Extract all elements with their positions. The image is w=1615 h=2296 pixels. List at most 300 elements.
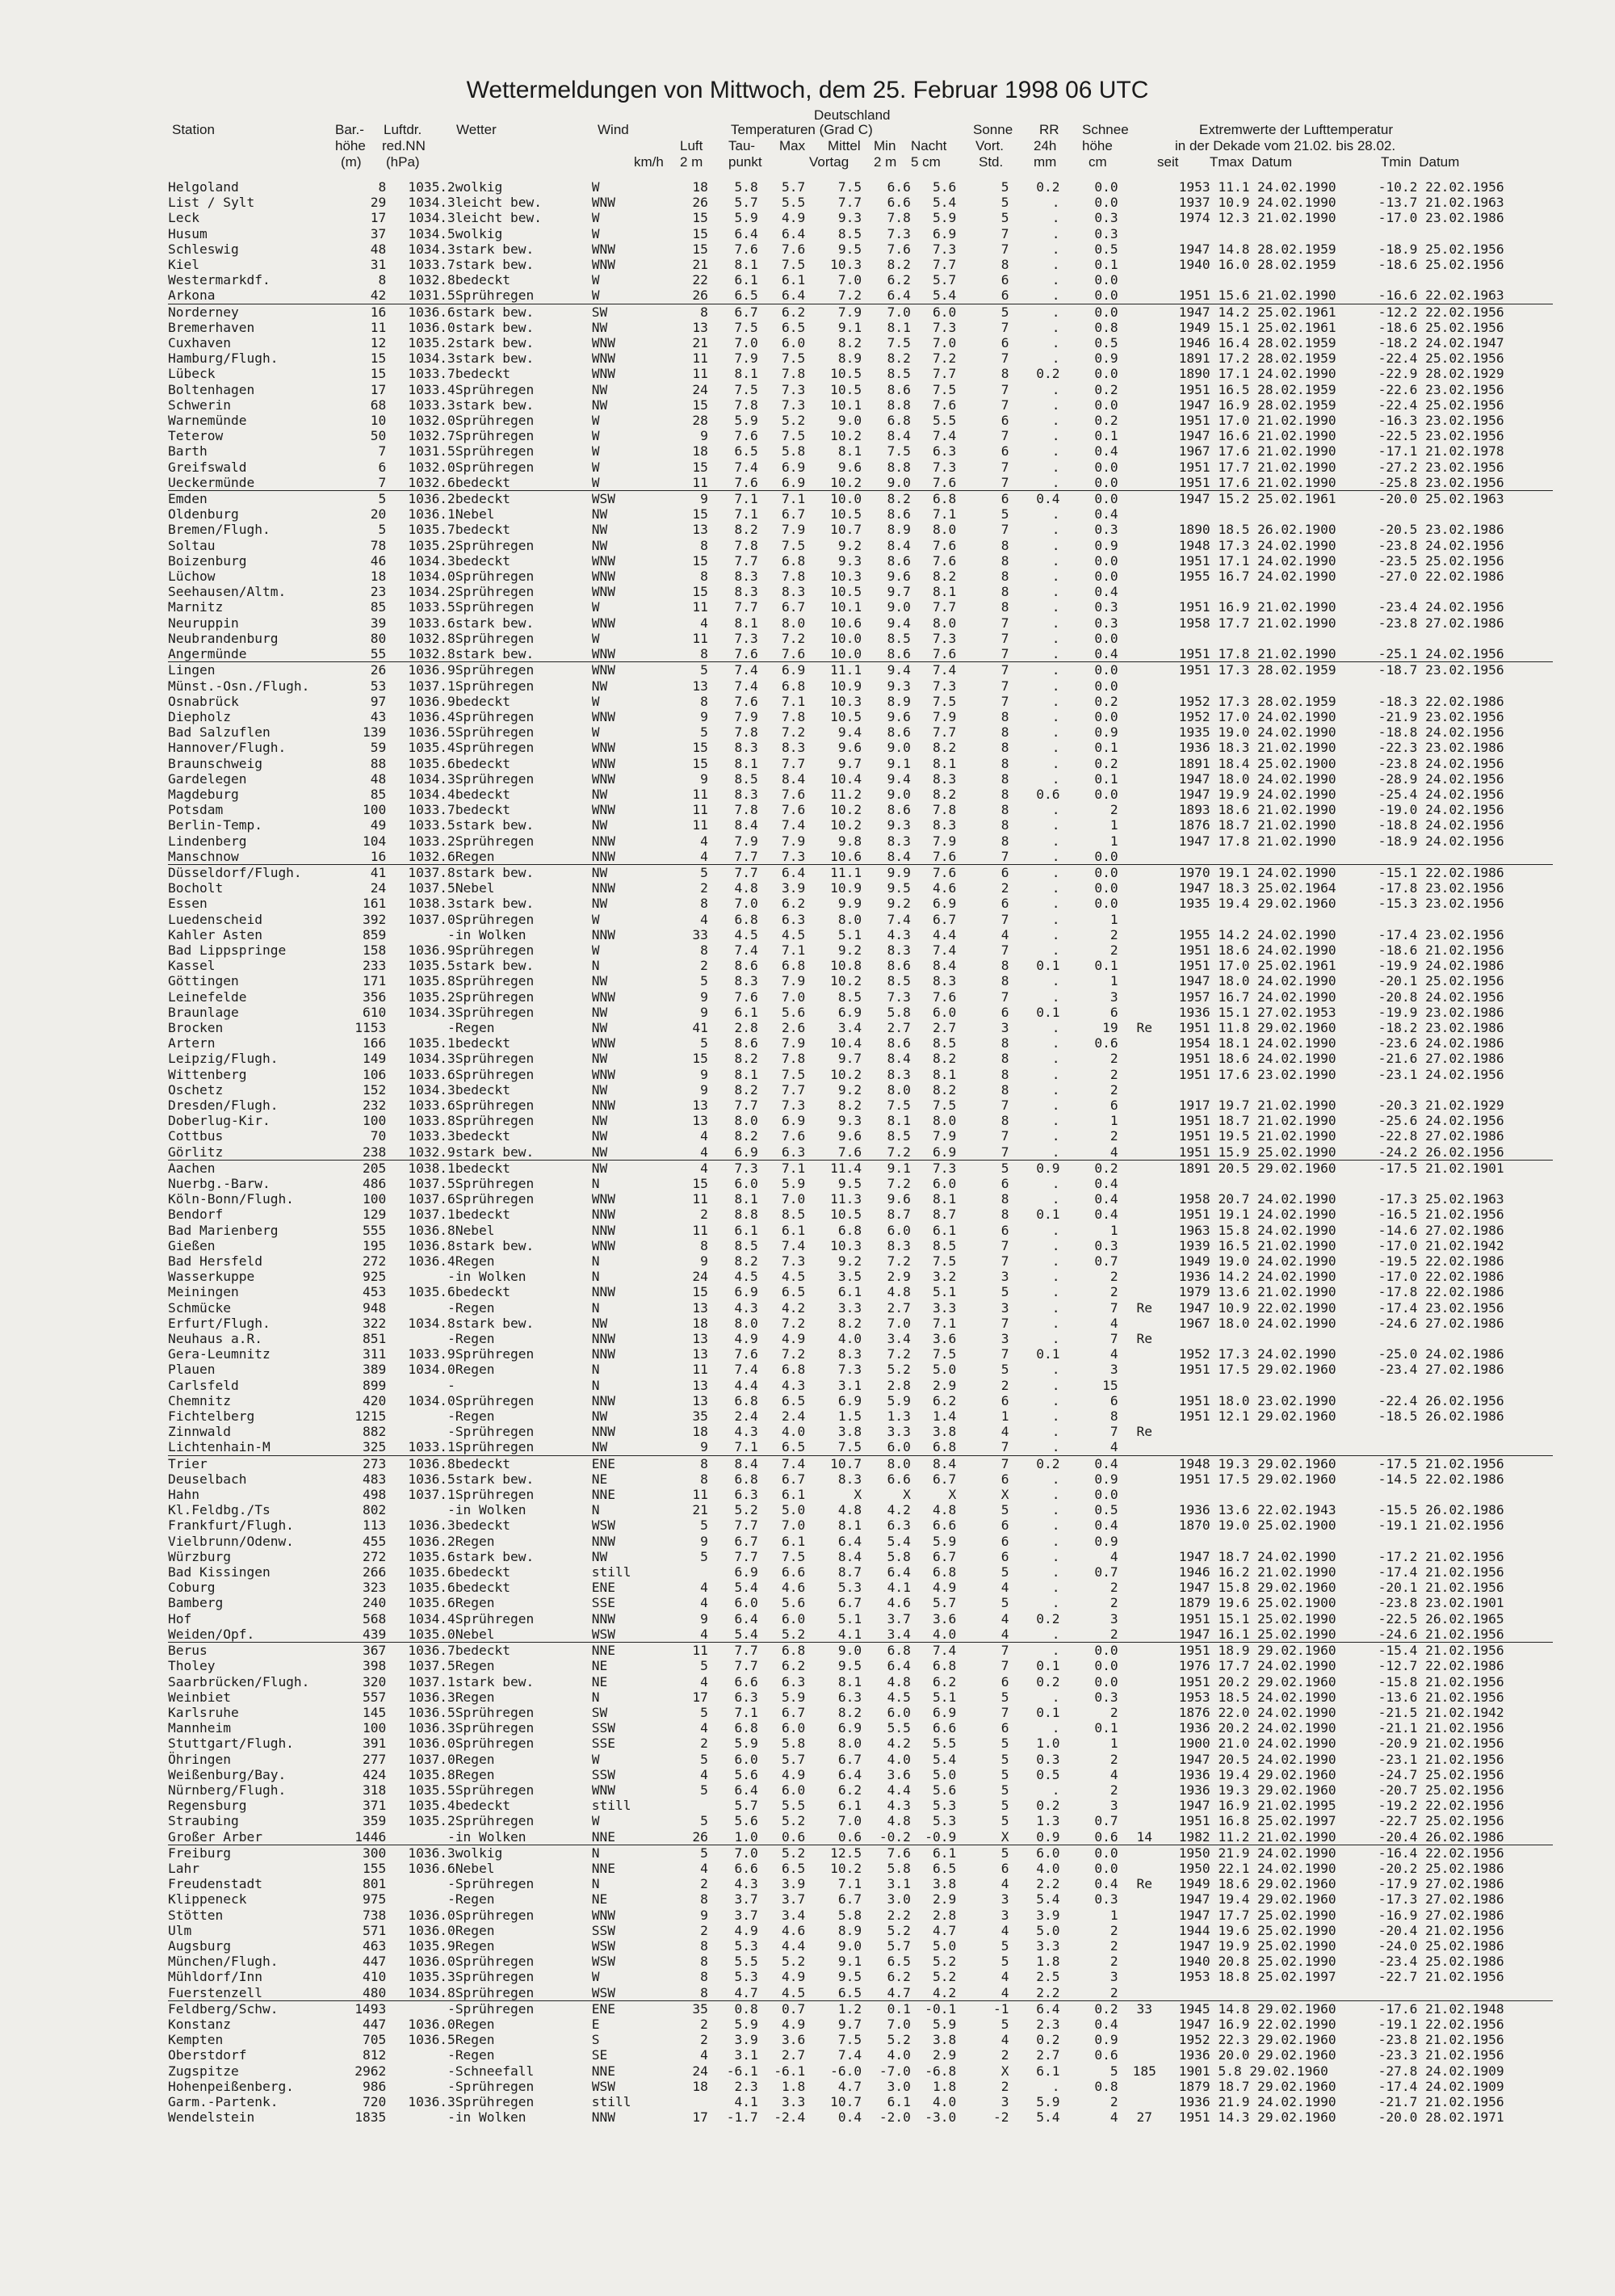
cell-luft-2m: 8.2 (734, 1081, 758, 1098)
cell-wetter: bedeckt (455, 1517, 511, 1534)
cell-extrem-seit: 1974 (1178, 210, 1210, 226)
cell-rr-24h: 3 (1110, 1969, 1118, 1985)
cell-bar-hoehe: 720 (362, 2093, 387, 2109)
cell-tmin-datum: -20.1 21.02.1956 (1378, 1580, 1504, 1596)
cell-max: 7.7 (837, 195, 862, 211)
cell-wind-dir: WNW (591, 366, 615, 382)
cell-extrem-seit: 1958 (1178, 615, 1210, 631)
station-row (168, 491, 1553, 507)
cell-schnee (1118, 1580, 1171, 1595)
cell-bar-hoehe: 424 (362, 1766, 387, 1782)
cell-extrem-seit: 1952 (1178, 708, 1210, 724)
cell-station: Köln-Bonn/Flugh. (168, 1191, 294, 1207)
cell-rr-24h: 0.0 (1094, 1658, 1118, 1674)
cell-min-2m: 8.2 (932, 1081, 957, 1098)
cell-mittel: 9.2 (887, 896, 911, 912)
cell-tmin-datum: -20.5 23.02.1986 (1378, 522, 1504, 538)
cell-luft-2m: 0.8 (734, 2000, 758, 2017)
cell-min-2m: 6.7 (932, 1548, 957, 1564)
cell-wind-dir: W (591, 630, 600, 646)
cell-luftdruck: - (447, 1269, 455, 1285)
cell-schnee (1118, 1720, 1171, 1736)
cell-luftdruck: 1036.2 (408, 491, 455, 507)
cell-wind-dir: WNW (591, 552, 615, 569)
station-row (168, 350, 1553, 366)
cell-taupunkt: 0.7 (782, 2000, 806, 2017)
cell-sonne: . (1051, 1408, 1060, 1425)
cell-bar-hoehe: 359 (362, 1813, 387, 1829)
station-row (168, 1316, 1553, 1331)
cell-rr-24h: 0.5 (1094, 335, 1118, 351)
cell-min-2m: 5.9 (932, 210, 957, 226)
cell-min-2m: 8.1 (932, 584, 957, 600)
cell-max: 10.2 (830, 1066, 862, 1082)
cell-bar-hoehe: 195 (362, 1237, 387, 1253)
cell-rr-24h: 0.5 (1094, 241, 1118, 257)
cell-wind-kmh: 9 (700, 770, 708, 787)
cell-sonne: . (1051, 724, 1060, 741)
cell-schnee (1118, 1767, 1171, 1782)
cell-extrem-seit: 1891 (1178, 1160, 1210, 1176)
cell-max: 6.1 (837, 1284, 862, 1300)
cell-station: Warnemünde (168, 413, 247, 429)
cell-bar-hoehe: 68 (370, 397, 387, 413)
cell-max: 9.6 (837, 740, 862, 756)
cell-sonne: . (1051, 272, 1060, 288)
cell-schnee (1118, 724, 1171, 740)
cell-station: Straubing (168, 1813, 239, 1829)
cell-max: 10.7 (830, 522, 862, 538)
cell-schnee (1118, 958, 1171, 973)
cell-wind-dir: NW (591, 319, 608, 335)
cell-taupunkt: -2.4 (774, 2109, 806, 2126)
cell-nacht-5cm: 8 (1000, 1066, 1009, 1082)
cell-station: Nürnberg/Flugh. (168, 1782, 287, 1798)
cell-wetter: Sprühregen (455, 911, 535, 927)
cell-min-2m: 7.3 (932, 459, 957, 475)
cell-luft-2m: 2.3 (734, 2078, 758, 2094)
cell-mittel: 8.4 (887, 428, 911, 444)
cell-extrem-seit: 1976 (1178, 1658, 1210, 1674)
cell-mittel: 4.7 (862, 1985, 911, 2001)
cell-bar-hoehe: 311 (362, 1346, 387, 1362)
cell-mittel: 4.2 (887, 1736, 911, 1752)
cell-wetter: Sprühregen (455, 1191, 535, 1207)
cell-nacht-5cm: 6 (1000, 864, 1009, 880)
cell-luft-2m: 6.4 (734, 1782, 758, 1798)
cell-tmin-datum: -20.8 24.02.1956 (1378, 988, 1504, 1005)
cell-mittel: 8.2 (887, 350, 911, 367)
cell-luft-2m: 5.5 (734, 1954, 758, 1970)
cell-max: 8.1 (837, 1517, 862, 1534)
cell-wetter: Sprühregen (455, 599, 535, 615)
cell-sonne: . (1051, 864, 1060, 880)
cell-sonne: 0.1 (1036, 1658, 1060, 1674)
cell-wetter: Regen (455, 1299, 495, 1316)
cell-tmin-datum: -17.0 23.02.1986 (1378, 210, 1504, 226)
cell-luft-2m: 7.6 (734, 988, 758, 1005)
cell-min-2m: 7.4 (932, 428, 957, 444)
cell-station: Westermarkdf. (168, 272, 271, 288)
cell-nacht-5cm: 6 (1000, 1533, 1009, 1549)
cell-sonne: . (1051, 599, 1060, 615)
cell-station: Berus (168, 1643, 208, 1659)
cell-taupunkt: 6.7 (782, 506, 806, 523)
cell-max: 6.9 (837, 1392, 862, 1408)
cell-sonne: . (1051, 988, 1060, 1005)
cell-taupunkt: 7.0 (782, 988, 806, 1005)
cell-nacht-5cm: 7 (956, 849, 1009, 865)
cell-min-2m: 7.6 (932, 552, 957, 569)
cell-min-2m: 6.9 (932, 1704, 957, 1720)
cell-tmin-datum: -24.7 25.02.1956 (1378, 1766, 1504, 1782)
cell-wind-kmh: 5 (700, 1782, 708, 1798)
cell-wind-dir: NW (591, 896, 608, 912)
cell-min-2m: 7.7 (932, 724, 957, 741)
cell-mittel: 9.1 (887, 755, 911, 771)
cell-luft-2m: 6.8 (734, 1471, 758, 1487)
cell-station: Saarbrücken/Flugh. (168, 1673, 310, 1689)
cell-wetter: Sprühregen (455, 1876, 535, 1892)
cell-wind-kmh: 13 (692, 522, 708, 538)
cell-taupunkt: 4.5 (782, 926, 806, 942)
cell-taupunkt: 6.0 (782, 335, 806, 351)
cell-luftdruck: 1036.9 (408, 942, 455, 958)
cell-wetter: Regen (455, 1331, 495, 1347)
cell-bar-hoehe: 139 (362, 724, 387, 741)
cell-wetter: Sprühregen (455, 1097, 535, 1113)
cell-rr-24h: 0.2 (1094, 2000, 1118, 2017)
cell-max: 10.5 (830, 366, 862, 382)
cell-schnee: Re (1136, 1331, 1152, 1347)
cell-wind-dir: NW (592, 1144, 644, 1161)
cell-tmax-datum: 13.6 22.02.1943 (1218, 1502, 1336, 1518)
cell-station: Bocholt (168, 880, 224, 896)
cell-rr-24h: 7 (1110, 1299, 1118, 1316)
cell-tmax-datum: 18.6 21.02.1990 (1218, 802, 1336, 818)
station-row (168, 1223, 1553, 1238)
cell-mittel: 4.6 (887, 1595, 911, 1611)
cell-nacht-5cm: 5 (1000, 179, 1009, 195)
cell-sonne: 0.2 (1036, 2032, 1060, 2048)
cell-sonne: 0.9 (1036, 1160, 1060, 1176)
cell-schnee (1118, 522, 1171, 537)
cell-max: 10.2 (805, 475, 862, 491)
cell-wetter (455, 1378, 592, 1393)
cell-extrem-seit: 1958 (1178, 1191, 1210, 1207)
cell-station: Helgoland (168, 179, 239, 195)
cell-luftdruck: 1033.6 (408, 1066, 455, 1082)
cell-bar-hoehe: 463 (362, 1937, 387, 1954)
cell-wetter: wolkig (455, 1845, 503, 1861)
cell-luftdruck: 1033.6 (408, 1097, 455, 1113)
cell-bar-hoehe: 85 (370, 599, 387, 615)
cell-taupunkt: 7.1 (782, 693, 806, 709)
cell-luftdruck: 1036.0 (408, 1736, 455, 1752)
cell-wetter: in Wolken (455, 926, 526, 942)
cell-wetter: Regen (455, 1362, 495, 1378)
cell-wind-kmh: 9 (700, 1610, 708, 1627)
cell-wind-kmh: 9 (700, 491, 708, 507)
cell-tmax-datum: 17.6 23.02.1990 (1218, 1066, 1336, 1082)
cell-mittel: 7.3 (887, 988, 911, 1005)
cell-max: 7.6 (805, 1144, 862, 1161)
cell-luftdruck: 1033.8 (408, 1113, 455, 1129)
cell-extrem-seit: 1936 (1178, 740, 1210, 756)
station-row (168, 1269, 1553, 1284)
station-row (168, 522, 1553, 537)
cell-schnee (1118, 771, 1171, 787)
cell-station: Barth (168, 443, 208, 460)
cell-wind-kmh: 5 (700, 1548, 708, 1564)
cell-min-2m: -6.8 (925, 2063, 957, 2079)
cell-rr-24h: 0.6 (1094, 1035, 1118, 1051)
cell-sonne: . (1009, 646, 1060, 662)
cell-wetter: bedeckt (455, 552, 511, 569)
cell-luftdruck: 1036.0 (408, 1922, 455, 1938)
cell-luftdruck: 1034.2 (408, 584, 455, 600)
cell-wind-kmh (644, 1564, 708, 1580)
cell-max: 8.4 (837, 1548, 862, 1564)
cell-rr-24h: 0.3 (1094, 210, 1118, 226)
cell-taupunkt: 7.9 (782, 833, 806, 849)
header-rr: RR (1039, 122, 1059, 137)
cell-taupunkt: 7.7 (782, 1081, 806, 1098)
cell-wind-dir: WSW (591, 491, 615, 507)
cell-station: Zugspitze (168, 2063, 239, 2079)
cell-mittel: 8.6 (887, 958, 911, 974)
cell-luft-2m: 7.6 (734, 693, 758, 709)
cell-station: Weißenburg/Bay. (168, 1766, 287, 1782)
cell-rr-24h: 0.9 (1094, 2032, 1118, 2048)
cell-tmax-datum: 14.2 25.02.1961 (1218, 304, 1336, 320)
cell-rr-24h: 4 (1110, 1315, 1118, 1331)
cell-luftdruck: 1031.5 (408, 443, 455, 460)
cell-tmin-datum: -17.5 21.02.1901 (1378, 1160, 1504, 1176)
cell-mittel: 4.3 (887, 1798, 911, 1814)
cell-mittel: 6.2 (887, 1969, 911, 1985)
cell-sonne: . (1051, 210, 1060, 226)
cell-max: 10.5 (830, 506, 862, 523)
cell-luft-2m: 6.9 (734, 1284, 758, 1300)
station-row (168, 1891, 1553, 1907)
cell-wind-kmh: 4 (700, 1160, 708, 1176)
cell-station: Vielbrunn/Odenw. (168, 1533, 294, 1549)
cell-extrem-seit: 1949 (1178, 319, 1210, 335)
cell-wind-dir: WNW (591, 1066, 615, 1082)
cell-max: 8.3 (837, 1346, 862, 1362)
cell-wind-dir: W (591, 1813, 600, 1829)
cell-bar-hoehe: 11 (370, 319, 387, 335)
cell-schnee (1118, 1643, 1171, 1659)
cell-luft-2m: 8.0 (734, 1315, 758, 1331)
cell-station: Kl.Feldbg./Ts (168, 1502, 271, 1518)
cell-taupunkt: 6.8 (782, 1362, 806, 1378)
cell-max: 9.7 (837, 755, 862, 771)
cell-extrem-seit: 1901 (1178, 2063, 1210, 2079)
cell-tmin-datum: -17.9 27.02.1986 (1378, 1876, 1504, 1892)
cell-schnee (1118, 2017, 1171, 2032)
cell-wetter: bedeckt (455, 475, 592, 491)
cell-mittel: 3.7 (887, 1610, 911, 1627)
cell-wind-kmh: 35 (692, 2000, 708, 2017)
cell-nacht-5cm: 8 (1000, 770, 1009, 787)
station-row (168, 1674, 1553, 1689)
cell-min-2m: 6.8 (932, 1658, 957, 1674)
cell-max: 8.1 (837, 443, 862, 460)
cell-sonne: . (1009, 288, 1060, 304)
cell-station: Bremen/Flugh. (168, 522, 271, 538)
cell-station: Lingen (168, 662, 216, 678)
cell-min-2m: 7.7 (932, 366, 957, 382)
cell-nacht-5cm: 7 (1000, 1253, 1009, 1270)
cell-tmin-datum: -13.6 21.02.1956 (1378, 1689, 1504, 1705)
cell-luft-2m: 7.9 (734, 708, 758, 724)
cell-bar-hoehe: 233 (362, 958, 387, 974)
cell-wind-dir: NNE (592, 1829, 644, 1845)
cell-min-2m: 5.1 (932, 1689, 957, 1705)
cell-nacht-5cm: 5 (1000, 1564, 1009, 1580)
cell-luftdruck: 1033.5 (408, 817, 455, 833)
cell-bar-hoehe: 323 (362, 1580, 387, 1596)
cell-max: 4.0 (837, 1331, 862, 1347)
cell-schnee (1118, 443, 1171, 459)
cell-station: Artern (168, 1035, 216, 1051)
weather-table (168, 179, 1553, 2125)
cell-taupunkt: 7.6 (782, 802, 806, 818)
cell-wetter: stark bew. (455, 615, 535, 631)
cell-wind-dir: WNW (591, 802, 615, 818)
cell-max: 9.5 (837, 1176, 862, 1191)
cell-wind-dir: WNW (591, 615, 615, 631)
cell-luftdruck: 1034.0 (408, 1362, 455, 1378)
cell-wind-dir: WNW (591, 755, 615, 771)
cell-rr-24h: 1 (1110, 911, 1118, 927)
header-sonne: Sonne (973, 122, 1013, 137)
cell-max: X (854, 1487, 862, 1503)
cell-taupunkt: 8.3 (782, 584, 806, 600)
cell-rr-24h: 2 (1110, 1751, 1118, 1767)
cell-luftdruck: 1034.4 (408, 786, 455, 802)
cell-station: Bad Marienberg (168, 1222, 279, 1238)
cell-tmax-datum: 19.0 24.02.1990 (1218, 724, 1336, 741)
station-row (168, 1861, 1553, 1876)
cell-tmax-datum: 19.0 25.02.1900 (1218, 1517, 1336, 1534)
cell-wetter: Sprühregen (455, 428, 535, 444)
cell-luftdruck: 1036.8 (408, 1455, 455, 1471)
cell-min-2m: 4.6 (932, 880, 957, 896)
cell-station: Wittenberg (168, 1066, 247, 1082)
cell-luft-2m: 7.6 (734, 241, 758, 257)
cell-schnee (1118, 880, 1171, 896)
cell-taupunkt: 3.9 (782, 880, 806, 896)
cell-sonne: . (1051, 662, 1060, 678)
cell-station: Teterow (168, 428, 224, 444)
cell-wind-kmh: 11 (692, 630, 708, 646)
cell-luft-2m: 6.6 (734, 1673, 758, 1689)
cell-rr-24h: 0.0 (1094, 195, 1118, 211)
cell-wind-dir: still (591, 1798, 631, 1814)
cell-max: 9.6 (837, 459, 862, 475)
cell-sonne: . (1051, 1035, 1060, 1051)
cell-station: Hohenpeißenberg. (168, 2078, 294, 2094)
cell-nacht-5cm: 7 (1000, 662, 1009, 678)
cell-extrem-seit: 1979 (1178, 1284, 1210, 1300)
cell-schnee (1118, 864, 1171, 880)
cell-bar-hoehe: 859 (362, 926, 387, 942)
cell-tmin-datum (1378, 226, 1553, 241)
cell-wind-dir: SSE (591, 1595, 615, 1611)
cell-station: Cuxhaven (168, 335, 231, 351)
cell-station: Görlitz (168, 1144, 337, 1161)
cell-wetter: bedeckt (455, 522, 511, 538)
cell-luft-2m: 7.8 (734, 537, 758, 553)
cell-tmax-datum: 17.0 21.02.1990 (1218, 413, 1336, 429)
cell-station: Dresden/Flugh. (168, 1097, 279, 1113)
cell-nacht-5cm: X (1000, 1487, 1009, 1503)
cell-mittel: 8.2 (887, 491, 911, 507)
cell-wind-dir: NW (591, 537, 608, 553)
cell-tmax-datum: 16.9 28.02.1959 (1218, 397, 1336, 413)
cell-wetter: Sprühregen (455, 459, 535, 475)
cell-min-2m: 2.8 (932, 1907, 957, 1923)
cell-tmax-datum: 12.3 21.02.1990 (1218, 210, 1336, 226)
cell-luft-2m: 8.3 (734, 569, 758, 585)
cell-max: 9.3 (837, 552, 862, 569)
cell-wind-kmh: 4 (700, 833, 708, 849)
cell-station: Erfurt/Flugh. (168, 1315, 271, 1331)
cell-max: 9.5 (837, 1658, 862, 1674)
cell-extrem-seit (1171, 912, 1219, 927)
cell-extrem-seit: 1891 (1178, 755, 1210, 771)
cell-luftdruck: 1037.8 (408, 864, 455, 880)
cell-wetter: Sprühregen (455, 770, 535, 787)
cell-wind-kmh: 8 (700, 896, 708, 912)
cell-tmin-datum: -20.4 26.02.1986 (1378, 1829, 1553, 1845)
cell-mittel: 5.5 (887, 1720, 911, 1736)
cell-tmin-datum: -20.9 21.02.1956 (1378, 1736, 1504, 1752)
cell-tmax-datum: 17.1 24.02.1990 (1218, 366, 1336, 382)
cell-tmin-datum: -17.4 23.02.1956 (1378, 1299, 1504, 1316)
cell-wind-dir: W (591, 210, 600, 226)
cell-tmax-datum: 19.4 29.02.1960 (1218, 1891, 1336, 1908)
cell-max: 10.2 (830, 973, 862, 989)
cell-bar-hoehe: 738 (362, 1907, 387, 1923)
cell-extrem-seit: 1951 (1171, 288, 1219, 304)
cell-nacht-5cm: 8 (1000, 973, 1009, 989)
cell-extrem-seit (1171, 1331, 1219, 1346)
cell-sonne: . (1051, 802, 1060, 818)
cell-station: Augsburg (168, 1937, 231, 1954)
cell-bar-hoehe: 43 (370, 708, 387, 724)
cell-extrem-seit: 1951 (1178, 1207, 1210, 1223)
cell-sonne: 0.2 (1036, 1610, 1060, 1627)
cell-schnee (1118, 756, 1171, 771)
station-row (168, 1051, 1553, 1066)
cell-max: 6.7 (837, 1595, 862, 1611)
cell-bar-hoehe: 5 (378, 491, 387, 507)
cell-sonne: . (1051, 1097, 1060, 1113)
cell-sonne: . (1051, 381, 1060, 397)
cell-schnee: 14 (1118, 1829, 1171, 1845)
cell-wetter: stark bew. (455, 864, 535, 880)
cell-nacht-5cm: 3 (1000, 1019, 1009, 1035)
cell-wind-dir: NW (591, 786, 608, 802)
cell-luftdruck: - (447, 2000, 455, 2017)
cell-nacht-5cm: 3 (1000, 1907, 1009, 1923)
cell-luftdruck: - (447, 1331, 455, 1347)
cell-wind-kmh: 5 (700, 1813, 708, 1829)
